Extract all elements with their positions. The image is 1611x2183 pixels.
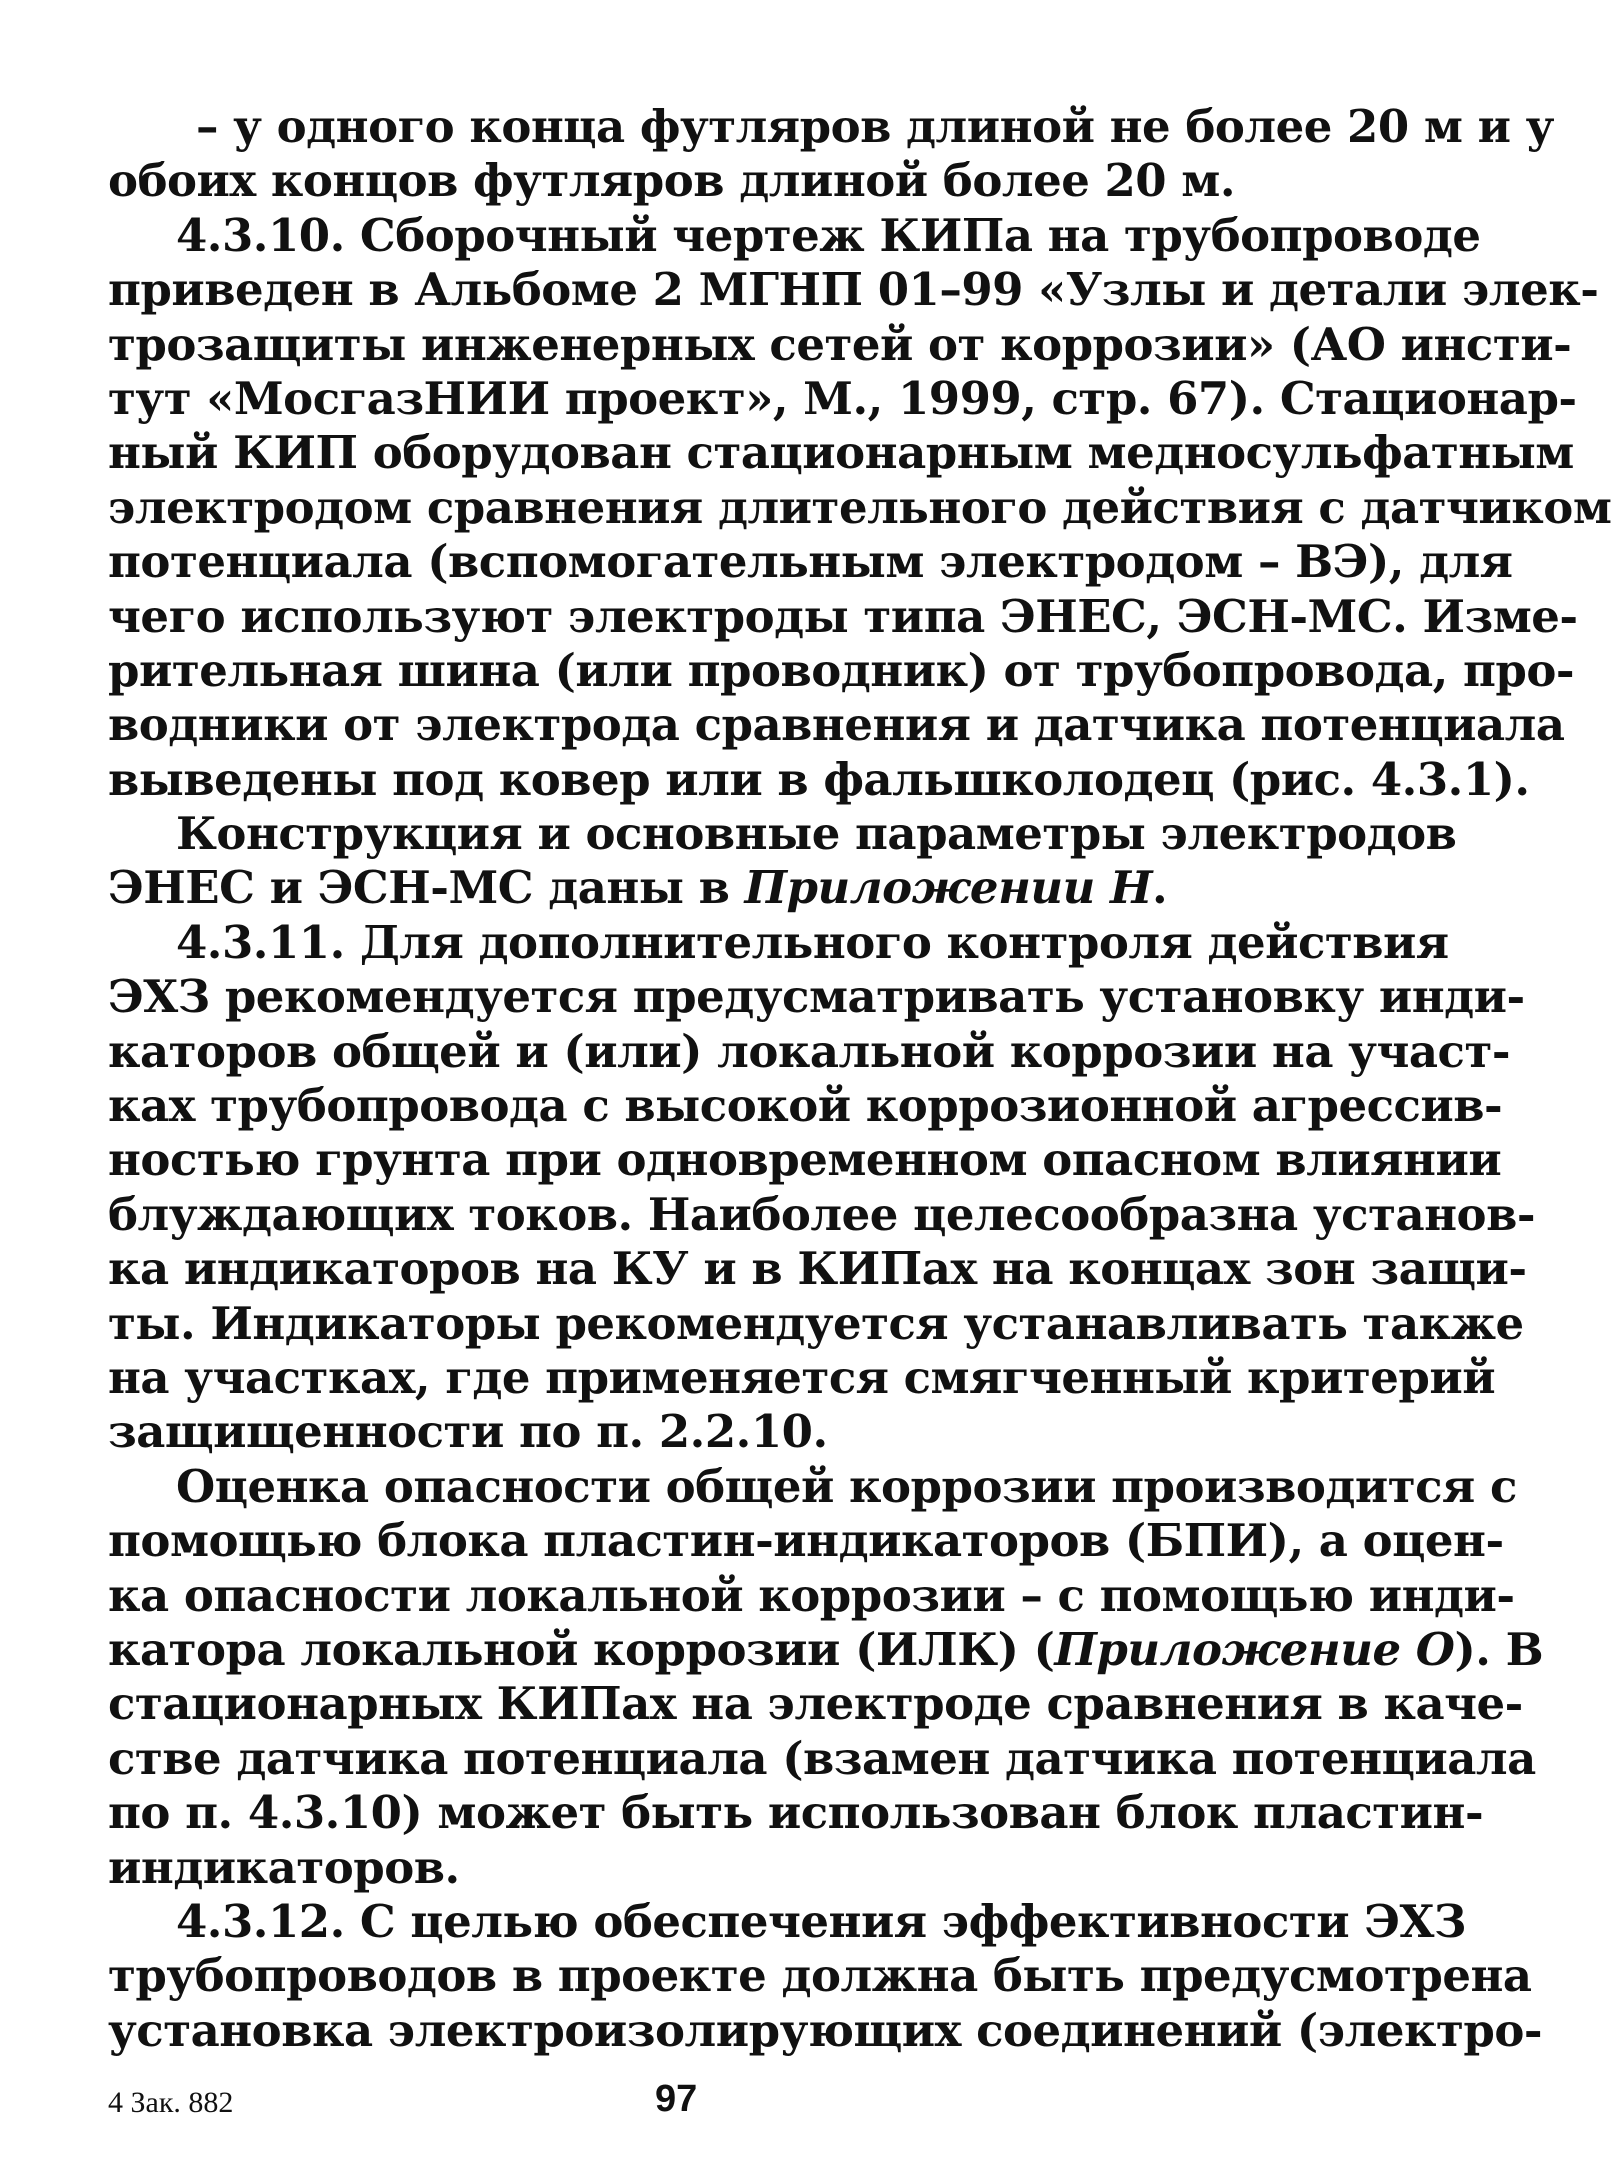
text-line-content: ка опасности локальной коррозии – с помощью инди-: [108, 1568, 1515, 1622]
text-line-content: стве датчика потенциала (взамен датчика потенциала: [108, 1731, 1536, 1785]
text-line: [108, 1350, 1496, 1405]
text-line: [108, 208, 1481, 263]
text-line-content: каторов общей и (или) локальной коррозии на участ-: [108, 1024, 1511, 1078]
text-line: [108, 480, 1611, 535]
text-line-content: ка индикаторов на КУ и в КИПах на концах зон защи-: [108, 1242, 1527, 1296]
text-line: [108, 2003, 1543, 2058]
text-line-content: по п. 4.3.10) может быть использован блок пластин-: [108, 1786, 1484, 1840]
text-line-content: 4.3.12. С целью обеспечения эффективности ЭХЗ: [176, 1894, 1466, 1948]
body-text: [108, 100, 1611, 2058]
text-line-content: приведен в Альбоме 2 МГНП 01–99 «Узлы и детали элек-: [108, 263, 1599, 317]
text-line-content: индикаторов.: [108, 1840, 460, 1894]
text-line-content: на участках, где применяется смягченный критерий: [108, 1350, 1496, 1404]
text-line-content: помощью блока пластин-индикаторов (БПИ), а оцен-: [108, 1514, 1504, 1568]
text-line-tail: .: [1152, 861, 1168, 915]
text-line-content: выведены под ковер или в фальшколодец (рис. 4.3.1).: [108, 752, 1530, 806]
text-line: [108, 1296, 1524, 1351]
text-line: [108, 1187, 1536, 1242]
text-line-content: трозащиты инженерных сетей от коррозии» (АО инсти-: [108, 317, 1572, 371]
text-line-content: стационарных КИПах на электроде сравнения в каче-: [108, 1677, 1523, 1731]
text-line: [108, 1405, 1300, 1459]
text-line-content: водники от электрода сравнения и датчика потенциала: [108, 698, 1565, 752]
text-line: [108, 317, 1572, 372]
text-line: [108, 915, 1449, 970]
text-line-content: ты. Индикаторы рекомендуется устанавливать также: [108, 1296, 1524, 1350]
text-line-content: ЭНЕС и ЭСН-МС даны в: [108, 861, 745, 915]
text-line: [108, 1894, 1466, 1949]
text-line: [108, 1677, 1523, 1731]
text-line-content: – у одного конца футляров длиной не более 20 м и у: [196, 100, 1554, 153]
text-line-content: тут «МосгазНИИ проект», М., 1999, стр. 67). Стационар-: [108, 371, 1577, 425]
text-line: [108, 1079, 1503, 1133]
text-line-content: рительная шина (или проводник) от трубопровода, про-: [108, 643, 1575, 697]
text-line-content: 4.3.10. Сборочный чертеж КИПа на трубопроводе: [176, 208, 1481, 262]
text-line: [108, 1949, 1532, 2003]
text-line: [108, 1242, 1527, 1296]
text-line: [108, 371, 1577, 426]
text-line-content: Оценка опасности общей коррозии производится с: [176, 1459, 1517, 1513]
text-line-content: установка электроизолирующих соединений (электро-: [108, 2003, 1543, 2057]
italic-reference: Приложение О: [1054, 1622, 1455, 1676]
text-line: [108, 154, 1300, 208]
print-signature: 4 Зак. 882: [108, 2086, 234, 2119]
text-line-content: ностью грунта при одновременном опасном влиянии: [108, 1133, 1502, 1187]
text-line: [108, 643, 1575, 698]
italic-reference: Приложении Н: [744, 861, 1152, 915]
text-line-content: защищенности по п. 2.2.10.: [108, 1405, 828, 1459]
text-line-content: электродом сравнения длительного действия с датчиком: [108, 480, 1611, 534]
text-line-tail: ). В: [1454, 1622, 1544, 1676]
text-line-content: катора локальной коррозии (ИЛК) (: [108, 1622, 1055, 1676]
page-number: 97: [655, 2078, 698, 2120]
text-line: [108, 1568, 1515, 1623]
text-line: [108, 752, 1530, 807]
text-line: [108, 1133, 1502, 1187]
text-line-content: ный КИП оборудован стационарным медносульфатным: [108, 426, 1574, 480]
text-line: [108, 100, 1554, 154]
text-line-content: обоих концов футляров длиной более 20 м.: [108, 154, 1236, 208]
text-line-content: 4.3.11. Для дополнительного контроля действия: [176, 915, 1449, 969]
text-line-content: ЭХЗ рекомендуется предусматривать установку инди-: [108, 970, 1525, 1024]
text-line: [108, 1459, 1517, 1514]
text-line: [108, 1514, 1504, 1568]
text-line-content: Конструкция и основные параметры электродов: [176, 807, 1457, 861]
text-line: [108, 1731, 1536, 1786]
text-line: [108, 263, 1599, 317]
text-line-content: трубопроводов в проекте должна быть предусмотрена: [108, 1949, 1532, 2003]
text-line: [108, 970, 1525, 1024]
text-line-content: ках трубопровода с высокой коррозионной агрессив-: [108, 1079, 1503, 1133]
text-line: [108, 426, 1574, 480]
text-line: [108, 1622, 1544, 1677]
text-line: [108, 1024, 1511, 1079]
text-line-content: чего используют электроды типа ЭНЕС, ЭСН-МС. Изме-: [108, 589, 1578, 643]
text-line: [108, 1841, 1300, 1895]
text-line: [108, 807, 1457, 861]
text-line: [108, 698, 1565, 752]
text-line: [108, 589, 1578, 644]
text-line: [108, 1786, 1484, 1840]
text-line-content: потенциала (вспомогательным электродом – ВЭ), для: [108, 535, 1513, 589]
text-line: [108, 861, 1300, 915]
text-line-content: блуждающих токов. Наиболее целесообразна установ-: [108, 1187, 1536, 1241]
text-line: [108, 535, 1513, 589]
